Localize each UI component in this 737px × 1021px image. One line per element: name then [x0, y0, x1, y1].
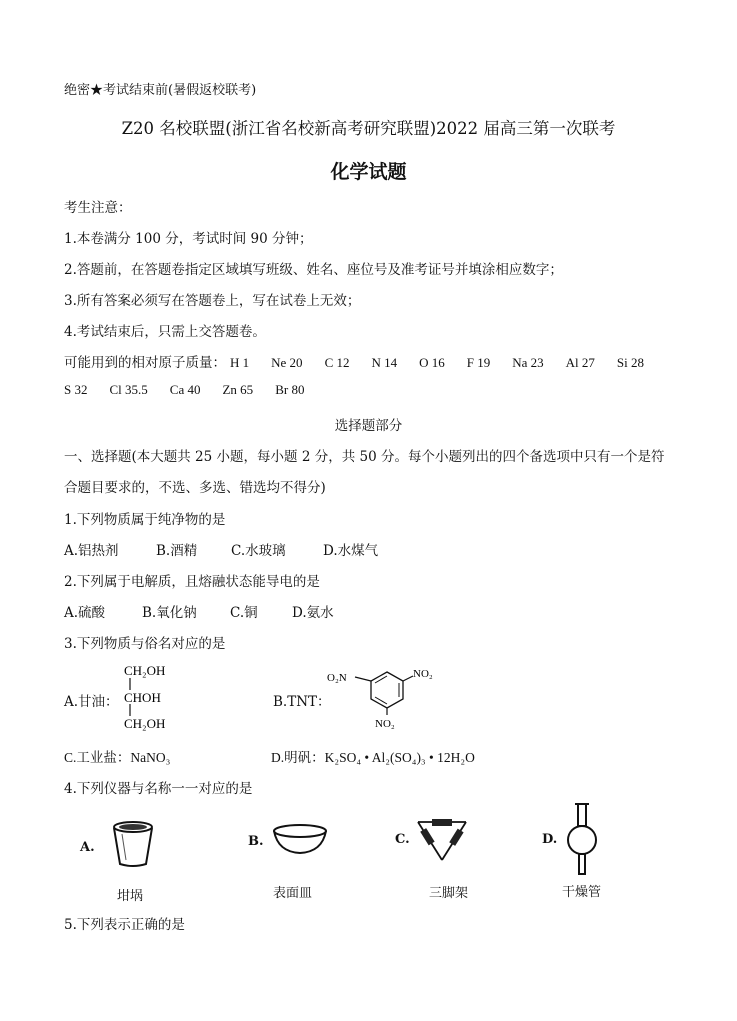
q4-caption-tripod: 三脚架: [429, 886, 469, 901]
q4-letter-c: C.: [395, 832, 410, 847]
q2-option-d: D.氨水: [292, 605, 334, 621]
glycerol-structure: [110, 660, 190, 732]
q4-letter-d: D.: [542, 832, 558, 847]
notice-heading: 考生注意：: [64, 200, 132, 216]
atomic-mass-row-1: [64, 351, 644, 371]
benzene-ring: [371, 672, 403, 708]
atomic-mass-h: H 1: [230, 355, 250, 370]
q3-option-b-label: B.TNT：: [273, 694, 331, 710]
notice-item-3: 3.所有答案必须写在答题卷上，写在试卷上无效；: [64, 293, 361, 309]
atomic-mass-ca: Ca 40: [169, 382, 201, 397]
drying-tube-icon: [562, 800, 602, 878]
exam-title: Z20 名校联盟(浙江省名校新高考研究联盟)2022 届高三第一次联考: [121, 119, 616, 138]
atomic-mass-si: Si 28: [616, 355, 645, 370]
atomic-mass-f: F 19: [466, 355, 491, 370]
q2-options: [64, 601, 334, 621]
atomic-mass-c: C 12: [324, 355, 350, 370]
q3-option-c: C.工业盐：NaNO₃: [64, 750, 171, 765]
atomic-mass-o: O 16: [419, 355, 445, 370]
q4-caption-crucible: 坩埚: [117, 889, 144, 904]
clay-triangle-icon: [412, 814, 472, 866]
q4-caption-watch-glass: 表面皿: [273, 886, 313, 901]
crucible-icon: [108, 818, 158, 870]
q1-stem: 1.下列物质属于纯净物的是: [64, 512, 226, 528]
no2-bond-left: [355, 677, 371, 681]
q2-option-a: A.硫酸: [64, 605, 106, 621]
atomic-mass-row-2: [64, 382, 326, 398]
no2-group-bottom: NO₂: [375, 718, 395, 730]
no2-group-left: O₂N: [327, 672, 347, 684]
q5-stem: 5.下列表示正确的是: [64, 917, 185, 933]
atomic-mass-n: N 14: [371, 355, 398, 370]
glycerol-line-1: CH₂OH: [124, 663, 166, 678]
q4-stem: 4.下列仪器与名称一一对应的是: [64, 781, 253, 797]
notice-item-1: 1.本卷满分 100 分，考试时间 90 分钟；: [64, 231, 313, 247]
section-intro-line-2: 合题目要求的，不选、多选、错选均不得分): [64, 480, 326, 496]
atomic-mass-cl: Cl 35.5: [109, 382, 148, 397]
q3-option-d: D.明矾：K₂SO₄ • Al₂(SO₄)₃ • 12H₂O: [271, 750, 475, 765]
atomic-mass-s: S 32: [64, 382, 88, 397]
exam-header: 绝密★考试结束前(暑假返校联考): [64, 83, 257, 98]
q1-options: [64, 539, 378, 559]
q3-option-a-label: A.甘油：: [64, 694, 119, 710]
q2-option-c: C.铜: [230, 605, 258, 621]
atomic-mass-label: 可能用到的相对原子质量：: [64, 355, 226, 371]
no2-bond-right: [403, 676, 413, 681]
atomic-mass-al: Al 27: [565, 355, 595, 370]
q4-caption-drying-tube: 干燥管: [562, 885, 602, 900]
glycerol-line-2: CHOH: [124, 690, 161, 705]
q3-stem: 3.下列物质与俗名对应的是: [64, 636, 226, 652]
notice-item-4: 4.考试结束后，只需上交答题卷。: [64, 324, 266, 340]
section-intro-line-1: 一、选择题(本大题共 25 小题，每小题 2 分，共 50 分。每个小题列出的四个备选项中只有一个是符: [64, 449, 665, 465]
exam-subtitle: 化学试题: [330, 161, 407, 183]
atomic-mass-na: Na 23: [512, 355, 544, 370]
section-title: 选择题部分: [334, 418, 403, 434]
q1-option-b: B.酒精: [156, 543, 198, 559]
q2-option-b: B.氧化钠: [142, 605, 197, 621]
q4-letter-b: B.: [248, 834, 264, 849]
glycerol-line-3: CH₂OH: [124, 716, 166, 731]
q1-option-a: A.铝热剂: [64, 543, 119, 559]
q1-option-d: D.水煤气: [323, 543, 379, 559]
q1-option-c: C.水玻璃: [231, 543, 286, 559]
watch-glass-icon: [270, 822, 330, 858]
atomic-mass-ne: Ne 20: [271, 355, 303, 370]
no2-group-right: NO₂: [413, 668, 433, 680]
atomic-mass-zn: Zn 65: [222, 382, 254, 397]
notice-item-2: 2.答题前，在答题卷指定区域填写班级、姓名、座位号及准考证号并填涂相应数字；: [64, 262, 563, 278]
q2-stem: 2.下列属于电解质，且熔融状态能导电的是: [64, 574, 320, 590]
tnt-structure: [325, 660, 445, 732]
atomic-mass-br: Br 80: [275, 382, 305, 397]
q4-letter-a: A.: [80, 840, 95, 855]
